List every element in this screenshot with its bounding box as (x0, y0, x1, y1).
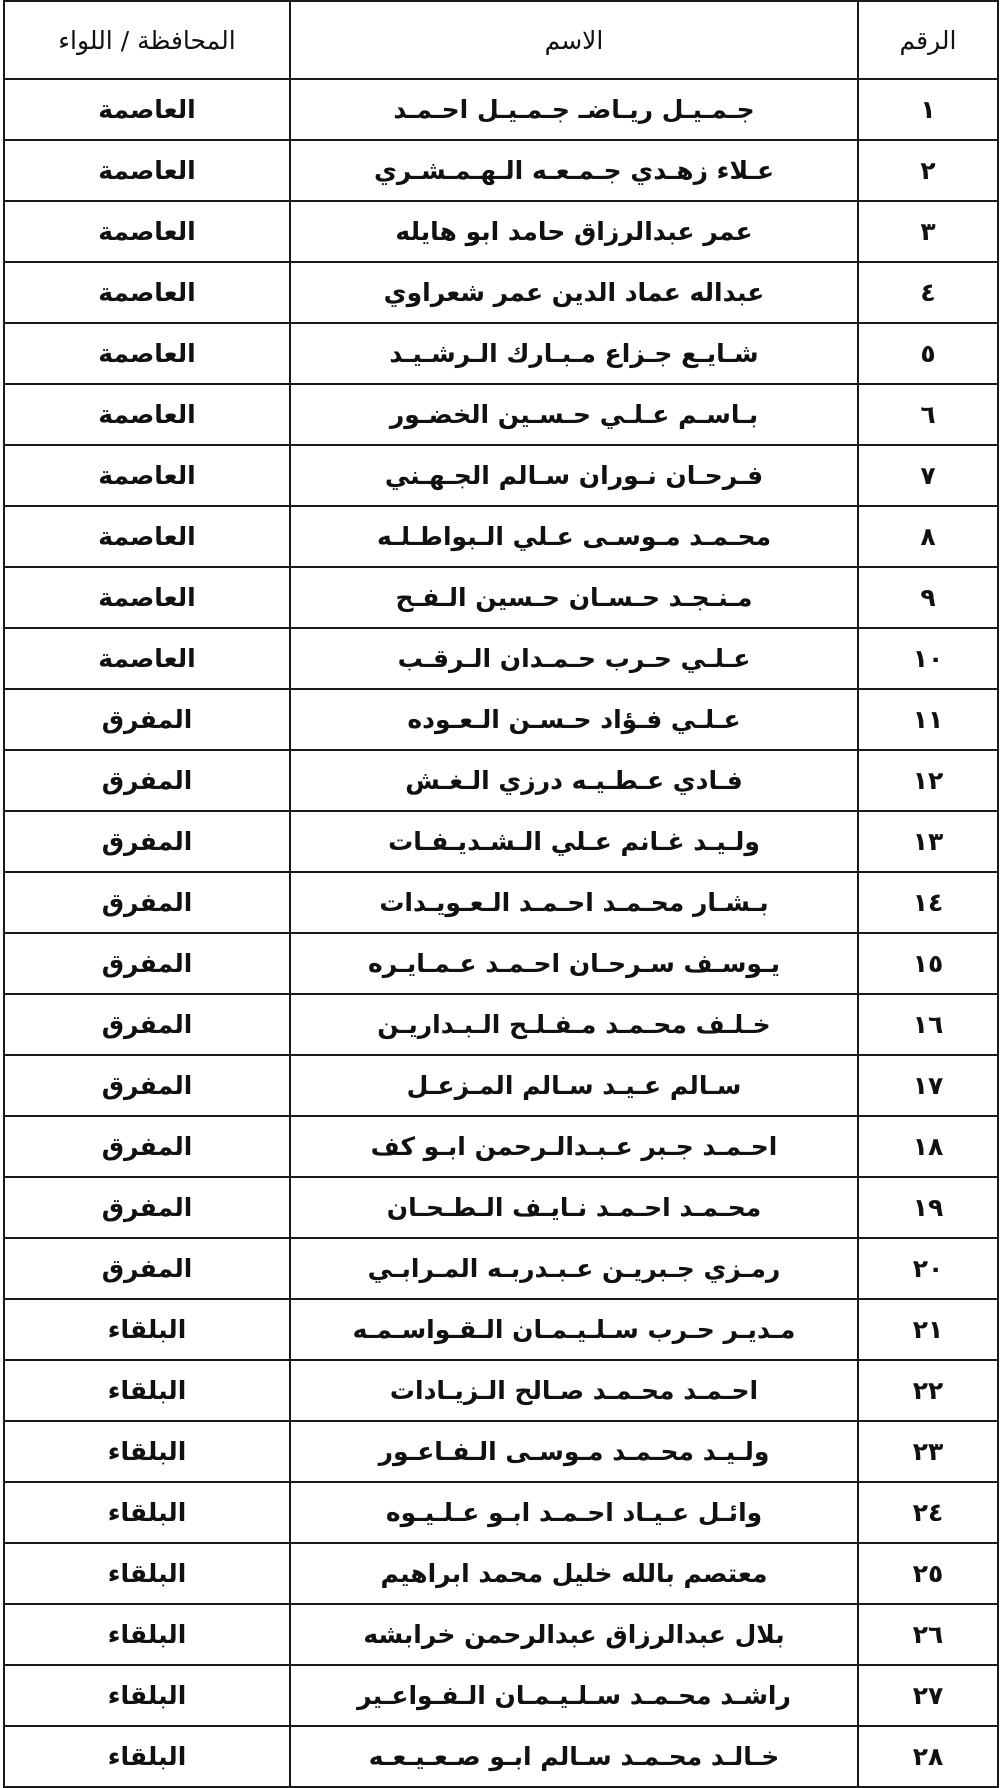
row-governorate: البلقاء (4, 1360, 290, 1421)
row-governorate: العاصمة (4, 201, 290, 262)
row-name: سـالم عـيـد سـالم المـزعـل (290, 1055, 858, 1116)
row-number: ٢٢ (858, 1360, 998, 1421)
row-governorate: العاصمة (4, 140, 290, 201)
row-governorate: البلقاء (4, 1604, 290, 1665)
table-row (4, 872, 998, 933)
row-number: ١١ (858, 689, 998, 750)
table-row (4, 262, 998, 323)
table-row (4, 140, 998, 201)
table-row (4, 445, 998, 506)
row-governorate: البلقاء (4, 1421, 290, 1482)
table-row (4, 1055, 998, 1116)
row-name: احـمـد محـمـد صـالح الـزيـادات (290, 1360, 858, 1421)
row-number: ١٨ (858, 1116, 998, 1177)
row-governorate: البلقاء (4, 1543, 290, 1604)
row-number: ٩ (858, 567, 998, 628)
row-governorate: المفرق (4, 872, 290, 933)
row-number: ٢١ (858, 1299, 998, 1360)
table-row (4, 1177, 998, 1238)
row-name: وائـل عـيـاد احـمـد ابـو عـلـيـوه (290, 1482, 858, 1543)
row-name: عبداله عماد الدين عمر شعراوي (290, 262, 858, 323)
row-number: ٢٧ (858, 1665, 998, 1726)
row-number: ١ (858, 79, 998, 140)
row-name: ولـيـد محـمـد مـوسـى الـفـاعـور (290, 1421, 858, 1482)
row-governorate: العاصمة (4, 567, 290, 628)
row-governorate: المفرق (4, 1116, 290, 1177)
row-governorate: البلقاء (4, 1299, 290, 1360)
row-number: ٢٤ (858, 1482, 998, 1543)
row-governorate: العاصمة (4, 79, 290, 140)
row-governorate: العاصمة (4, 262, 290, 323)
table-row (4, 1543, 998, 1604)
row-governorate: البلقاء (4, 1665, 290, 1726)
row-number: ٢٥ (858, 1543, 998, 1604)
row-number: ٨ (858, 506, 998, 567)
row-number: ٢ (858, 140, 998, 201)
row-governorate: العاصمة (4, 506, 290, 567)
row-number: ١٥ (858, 933, 998, 994)
table-row (4, 1238, 998, 1299)
row-name: خـالـد محـمـد سـالم ابـو صـعـيـعـه (290, 1726, 858, 1787)
table-row (4, 1421, 998, 1482)
row-name: عـلـي فـؤاد حـسـن الـعـوده (290, 689, 858, 750)
row-governorate: البلقاء (4, 1726, 290, 1787)
table-row (4, 1726, 998, 1787)
row-number: ٢٣ (858, 1421, 998, 1482)
row-name: محـمـد احـمـد نـايـف الـطـحـان (290, 1177, 858, 1238)
table-row (4, 1360, 998, 1421)
table-row (4, 628, 998, 689)
row-name: رمـزي جـبريـن عـبـدربـه المـرابـي (290, 1238, 858, 1299)
row-governorate: المفرق (4, 1177, 290, 1238)
table-row (4, 79, 998, 140)
table-row (4, 323, 998, 384)
row-governorate: المفرق (4, 933, 290, 994)
row-governorate: المفرق (4, 994, 290, 1055)
row-name: فـرحـان نـوران سـالم الجـهـني (290, 445, 858, 506)
row-governorate: البلقاء (4, 1482, 290, 1543)
row-number: ١٩ (858, 1177, 998, 1238)
row-number: ٢٠ (858, 1238, 998, 1299)
row-governorate: المفرق (4, 1055, 290, 1116)
row-name: يـوسـف سـرحـان احـمـد عـمـايـره (290, 933, 858, 994)
table-body (4, 79, 998, 1787)
row-name: احـمـد جـبر عـبـدالـرحمن ابـو كف (290, 1116, 858, 1177)
row-governorate: العاصمة (4, 445, 290, 506)
row-name: شـايـع جـزاع مـبـارك الـرشـيـد (290, 323, 858, 384)
names-table (3, 0, 999, 1788)
row-number: ٢٨ (858, 1726, 998, 1787)
table-row (4, 506, 998, 567)
row-governorate: المفرق (4, 689, 290, 750)
row-name: عـلاء زهـدي جـمـعـه الـهـمـشـري (290, 140, 858, 201)
row-name: فـادي عـطـيـه درزي الـغـش (290, 750, 858, 811)
header-name: الاسم (290, 1, 858, 79)
row-number: ٢٦ (858, 1604, 998, 1665)
row-number: ٥ (858, 323, 998, 384)
row-name: عمر عبدالرزاق حامد ابو هايله (290, 201, 858, 262)
row-governorate: المفرق (4, 811, 290, 872)
row-name: جـمـيـل ريـاضـ جـمـيـل احـمـد (290, 79, 858, 140)
table-row (4, 1665, 998, 1726)
row-number: ٣ (858, 201, 998, 262)
table-row (4, 1116, 998, 1177)
row-name: بلال عبدالرزاق عبدالرحمن خرابشه (290, 1604, 858, 1665)
table-row (4, 750, 998, 811)
row-number: ٤ (858, 262, 998, 323)
row-governorate: العاصمة (4, 628, 290, 689)
row-number: ١٢ (858, 750, 998, 811)
table-row (4, 811, 998, 872)
row-name: بـشـار محـمـد احـمـد الـعـويـدات (290, 872, 858, 933)
row-name: مـديـر حـرب سـلـيـمـان الـقـواسـمـه (290, 1299, 858, 1360)
row-number: ١٠ (858, 628, 998, 689)
table-row (4, 1299, 998, 1360)
row-name: راشـد محـمـد سـلـيـمـان الـفـواعـير (290, 1665, 858, 1726)
row-name: معتصم بالله خليل محمد ابراهيم (290, 1543, 858, 1604)
table-row (4, 994, 998, 1055)
row-name: مـنـجـد حـسـان حـسين الـفـح (290, 567, 858, 628)
table-row (4, 1604, 998, 1665)
row-number: ٧ (858, 445, 998, 506)
header-governorate: المحافظة / اللواء (4, 1, 290, 79)
row-number: ١٣ (858, 811, 998, 872)
table-row (4, 933, 998, 994)
table-row (4, 384, 998, 445)
row-name: ولـيـد غـانم عـلي الـشـديـفـات (290, 811, 858, 872)
row-governorate: المفرق (4, 750, 290, 811)
row-name: محـمـد مـوسـى عـلي الـبواطـلـه (290, 506, 858, 567)
row-number: ١٧ (858, 1055, 998, 1116)
row-governorate: المفرق (4, 1238, 290, 1299)
row-governorate: العاصمة (4, 384, 290, 445)
table-row (4, 689, 998, 750)
row-name: خـلـف محـمـد مـفـلـح الـبـداريـن (290, 994, 858, 1055)
table-row (4, 201, 998, 262)
row-number: ٦ (858, 384, 998, 445)
row-number: ١٤ (858, 872, 998, 933)
row-number: ١٦ (858, 994, 998, 1055)
row-name: بـاسـم عـلـي حـسـين الخضـور (290, 384, 858, 445)
table-row (4, 1482, 998, 1543)
row-governorate: العاصمة (4, 323, 290, 384)
table-row (4, 567, 998, 628)
row-name: عـلـي حـرب حـمـدان الـرقـب (290, 628, 858, 689)
header-row (4, 1, 998, 79)
header-number: الرقم (858, 1, 998, 79)
